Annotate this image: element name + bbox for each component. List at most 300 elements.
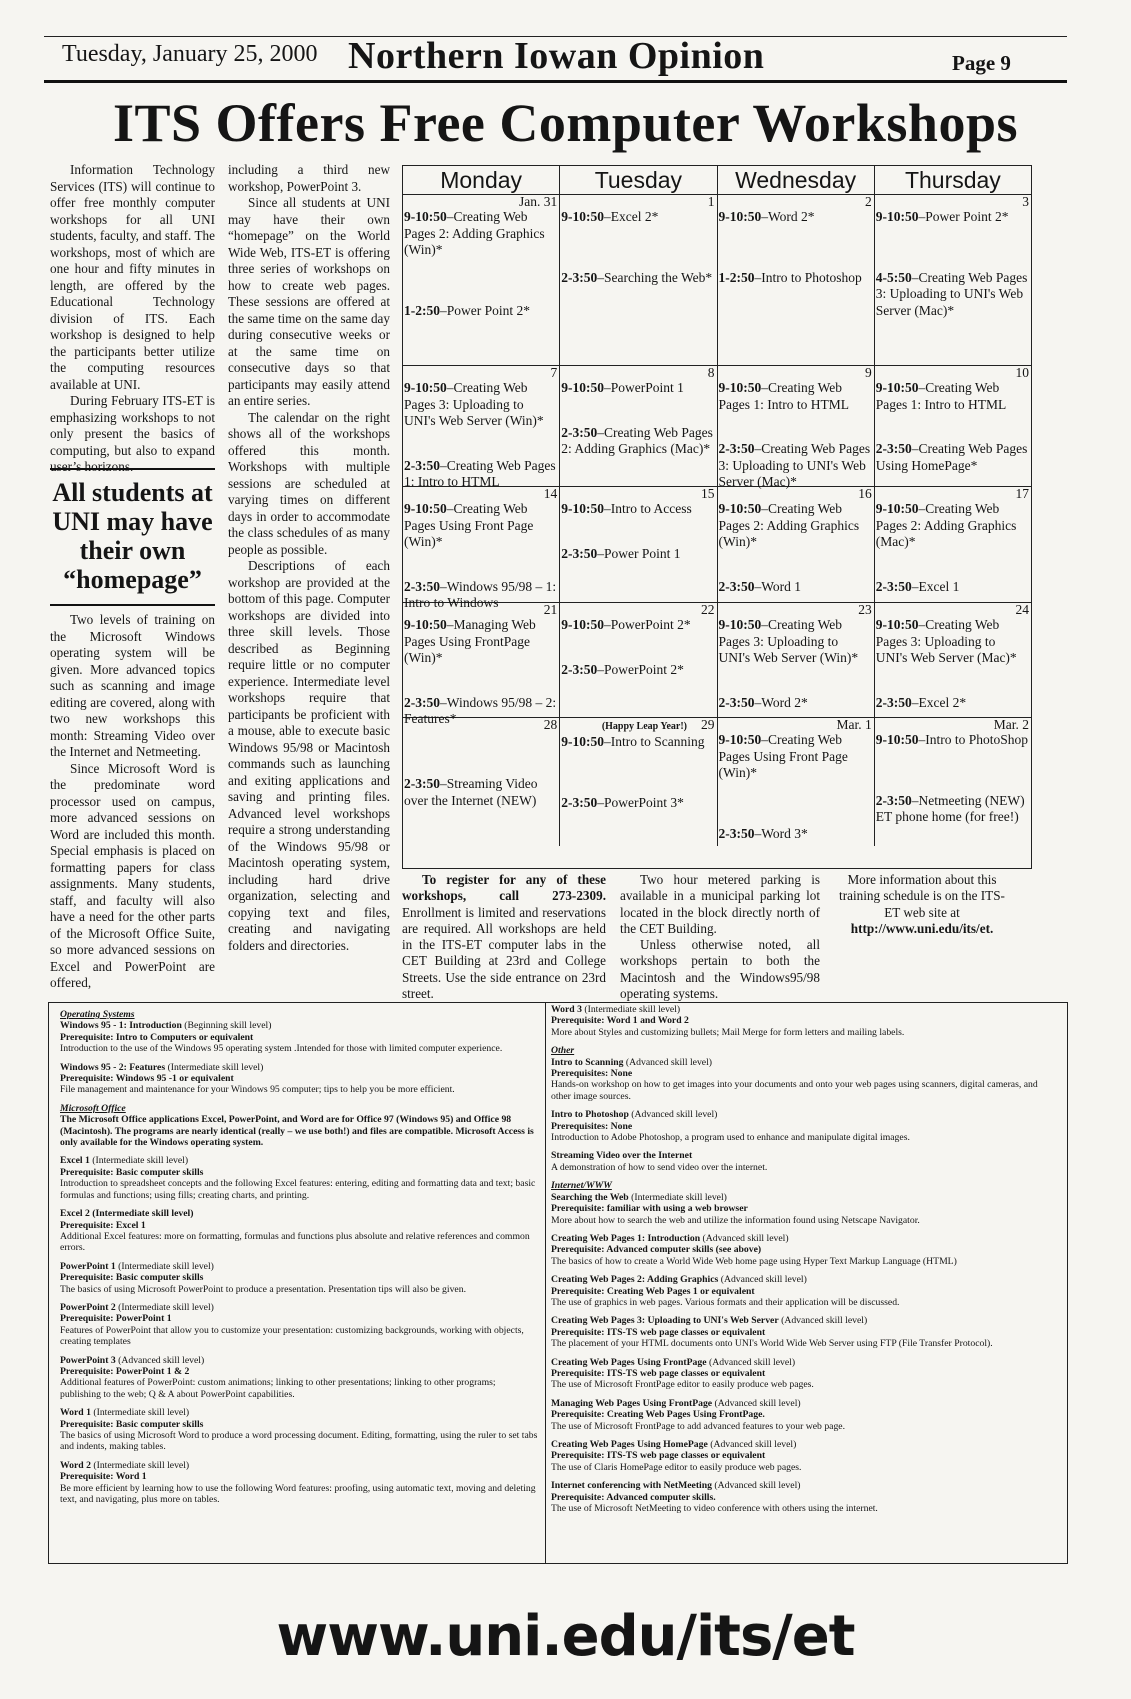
- workshop-description: [551, 1357, 1057, 1391]
- event-title: –Creating Web Pages Using Front Page (Win)*: [718, 732, 848, 780]
- workshop-title: Searching the Web: [551, 1191, 629, 1203]
- day-number: [876, 195, 1030, 209]
- workshop-summary: File management and maintenance for your Windows 95 computer; tips to help you be more efficient.: [60, 1084, 455, 1096]
- prerequisite: Prerequisite: PowerPoint 1 & 2: [60, 1365, 190, 1377]
- day-number: [561, 366, 715, 380]
- skill-level: (Advanced skill level): [631, 1109, 718, 1121]
- event-time: 2-3:50: [875, 578, 912, 594]
- workshop-title-line: [60, 1155, 538, 1166]
- workshop-title-line: [551, 1439, 1057, 1450]
- skill-level: (Beginning skill level): [184, 1020, 272, 1032]
- day-date: Mar. 1: [836, 717, 872, 732]
- prerequisite: Prerequisite: Basic computer skills: [60, 1418, 204, 1430]
- workshop-title: Creating Web Pages Using HomePage: [551, 1439, 708, 1450]
- workshop-summary: The basics of using Microsoft PowerPoint to produce a presentation. Presentation tips will also be given.: [60, 1283, 466, 1295]
- day-date: 28: [543, 717, 558, 732]
- workshop-event: [561, 209, 715, 226]
- calendar-day-cell: [403, 195, 560, 365]
- event-title: –Creating Web Pages 2: Adding Graphics (Mac)*: [561, 424, 713, 456]
- event-title: –Creating Web Pages 1: Intro to HTML: [875, 380, 1007, 412]
- workshop-summary: The use of Claris HomePage editor to easily produce web pages.: [551, 1461, 802, 1473]
- article-paragraph: During February ITS-ET is emphasizing workshops to not only present the basics of computing, but also to expand user’s horizons.: [50, 393, 215, 474]
- prerequisite: Prerequisites: None: [551, 1068, 633, 1080]
- workshop-title-line: [551, 1398, 1057, 1409]
- event-time: 2-3:50: [875, 441, 912, 456]
- day-number: [404, 366, 558, 380]
- event-title: –PowerPoint 3*: [597, 794, 684, 810]
- workshop-event: [561, 795, 715, 812]
- workshop-event: [561, 734, 715, 751]
- workshop-event: [876, 209, 1030, 226]
- event-time: 2-3:50: [718, 694, 755, 710]
- prerequisite: Prerequisite: Basic computer skills: [60, 1272, 204, 1284]
- skill-level: (Advanced skill level): [710, 1439, 797, 1450]
- registration-note: [402, 872, 606, 1002]
- more-info-link[interactable]: http://www.uni.edu/its/et.: [850, 920, 994, 936]
- prerequisite: Prerequisite: Creating Web Pages 1 or equivalent: [551, 1285, 755, 1297]
- day-date: 21: [543, 602, 558, 617]
- day-header: Tuesday: [560, 166, 717, 194]
- skill-level: (Intermediate skill level): [92, 1155, 189, 1167]
- calendar-day-cell: [560, 603, 717, 717]
- workshop-summary: The placement of your HTML documents onto UNI's World Wide Web Server using FTP (File Transfer Protocol).: [551, 1338, 993, 1350]
- event-title: –Power Point 2*: [918, 209, 1009, 224]
- day-number: [719, 718, 873, 732]
- day-number: [719, 366, 873, 380]
- workshop-summary: Introduction to Adobe Photoshop, a program used to enhance and manipulate digital images.: [551, 1132, 910, 1144]
- event-title: –Creating Web Pages 3: Uploading to UNI's Web Server (Win)*: [718, 617, 859, 665]
- workshop-title: Creating Web Pages 3: Uploading to UNI's Web Server: [551, 1315, 779, 1327]
- calendar-body: [403, 195, 1031, 846]
- calendar-day-cell: [718, 718, 875, 846]
- descriptions-right-column: [551, 1004, 1057, 1521]
- skill-level: (Intermediate skill level): [631, 1191, 727, 1203]
- workshop-event: [719, 501, 873, 551]
- event-time: 9-10:50: [561, 501, 604, 516]
- workshop-calendar: [402, 165, 1032, 869]
- day-header: Monday: [403, 166, 560, 194]
- workshop-summary: The use of graphics in web pages. Various formats and their application will be discussed.: [551, 1296, 900, 1308]
- event-title: –Word 1: [754, 578, 802, 594]
- event-title: –Creating Web Pages 2: Adding Graphics (Win)*: [404, 209, 545, 257]
- workshop-title: Creating Web Pages 2: Adding Graphics: [551, 1274, 719, 1286]
- event-title: –Intro to PhotoShop: [918, 732, 1029, 747]
- calendar-day-cell: [875, 603, 1031, 717]
- workshop-description: [551, 1192, 1057, 1226]
- workshop-event: [561, 380, 715, 397]
- article-column-2: [228, 162, 390, 954]
- calendar-day-cell: [718, 603, 875, 717]
- workshop-title-line: [60, 1208, 538, 1219]
- day-date: 8: [707, 365, 715, 380]
- calendar-day-cell: [875, 366, 1031, 486]
- skill-level: (Advanced skill level): [708, 1356, 796, 1368]
- skill-level: (Intermediate skill level): [93, 1459, 190, 1471]
- skill-level: (Advanced skill level): [702, 1232, 789, 1244]
- workshop-event: [404, 617, 558, 667]
- event-time: 9-10:50: [875, 380, 919, 395]
- calendar-day-cell: [718, 365, 875, 489]
- skill-level: (Intermediate skill level): [167, 1061, 264, 1073]
- workshop-event: [404, 209, 558, 259]
- calendar-day-cell: [718, 195, 875, 365]
- skill-level: (Intermediate skill level): [118, 1260, 214, 1272]
- workshop-description: [551, 1150, 1057, 1173]
- workshop-title-line: [60, 1020, 538, 1031]
- article-paragraph: including a third new workshop, PowerPoint 3.: [228, 162, 390, 194]
- event-title: –Creating Web Pages Using HomePage*: [875, 441, 1028, 473]
- workshop-event: [719, 695, 873, 712]
- calendar-day-cell: [875, 718, 1031, 846]
- workshop-description: [60, 1020, 538, 1054]
- more-info-note: [832, 872, 1012, 937]
- event-time: 2-3:50: [875, 694, 912, 710]
- workshop-event: [719, 826, 873, 843]
- pull-quote: All students at UNI may have their own “homepage”: [50, 468, 215, 606]
- descriptions-divider: [545, 1002, 546, 1564]
- event-title: –Windows 95/98 – 2: Features*: [404, 694, 557, 726]
- event-time: 9-10:50: [718, 617, 762, 632]
- workshop-description: [60, 1208, 538, 1254]
- issue-date: Tuesday, January 25, 2000: [62, 41, 318, 67]
- workshop-summary: The use of Microsoft FrontPage editor to easily produce web pages.: [551, 1379, 814, 1391]
- prerequisite: Prerequisite: Intro to Computers or equivalent: [60, 1031, 254, 1043]
- article-paragraph: Since Microsoft Word is the predominate word processor used on campus, more advanced sessions on Word are included this month. Special emphasis is placed on formatting papers for class assignments. Many students, staff, and faculty will also have a need for the other parts of the Microsoft Office Suite, so more advanced sessions on Excel and PowerPoint are offered,: [50, 760, 215, 990]
- event-title: –Word 2*: [761, 209, 815, 224]
- day-date: Mar. 2: [993, 717, 1029, 732]
- day-number: [404, 195, 558, 209]
- day-number: [719, 603, 873, 617]
- day-number: [561, 718, 715, 734]
- event-time: 9-10:50: [404, 380, 447, 395]
- event-title: –Power Point 2*: [440, 302, 531, 318]
- workshop-description: [60, 1062, 538, 1096]
- workshop-event: [876, 380, 1030, 413]
- workshop-title: Intro to Photoshop: [551, 1109, 629, 1121]
- prerequisite: Prerequisite: ITS-TS web page classes or equivalent: [551, 1326, 766, 1338]
- prerequisite: Prerequisite: familiar with using a web browser: [551, 1203, 748, 1215]
- calendar-week-row: [403, 195, 1031, 366]
- workshop-summary: Introduction to the use of the Windows 95 operating system .Intended for those with limited computer experience.: [60, 1043, 503, 1055]
- workshop-title: Word 2: [60, 1459, 91, 1471]
- event-title: –PowerPoint 2*: [604, 617, 691, 632]
- event-time: 9-10:50: [561, 209, 604, 224]
- workshop-description: [551, 1480, 1057, 1514]
- workshop-event: [719, 579, 873, 596]
- skill-level: (Advanced skill level): [625, 1056, 713, 1068]
- day-number: [876, 487, 1030, 501]
- masthead-bottom-rule: [44, 80, 1067, 83]
- description-section-heading: Microsoft Office: [60, 1102, 126, 1114]
- workshop-event: [404, 303, 558, 320]
- workshop-summary: The basics of using Microsoft Word to produce a word processing document. Editing, formatting, using the ruler to set tabs and indents, making tables.: [60, 1430, 538, 1453]
- event-time: 2-3:50: [404, 457, 440, 473]
- workshop-title-line: [551, 1057, 1057, 1068]
- skill-level: (Advanced skill level): [720, 1274, 807, 1286]
- workshop-title-line: [60, 1062, 538, 1073]
- skill-level: (Advanced skill level): [714, 1397, 801, 1409]
- workshop-description: [60, 1302, 538, 1348]
- workshop-summary: The basics of how to create a World Wide Web home page using Hyper Text Markup Language (HTML): [551, 1255, 957, 1267]
- skill-level: (Intermediate skill level): [93, 1407, 190, 1419]
- workshop-event: [719, 441, 873, 491]
- event-time: 9-10:50: [561, 617, 604, 632]
- workshop-event: [719, 617, 873, 667]
- day-number: [719, 195, 873, 209]
- event-time: 4-5:50: [875, 269, 912, 285]
- article-paragraph: Information Technology Services (ITS) will continue to offer free monthly computer workshops for all UNI students, faculty, and staff. The workshops, most of which are one hour and fifty minutes in length, are offered by the Educational Technology division of ITS. Each workshop is designed to help the participants better utilize the computing resources available at UNI.: [50, 162, 215, 392]
- workshop-title-line: [551, 1109, 1057, 1120]
- descriptions-left-column: [60, 1006, 538, 1512]
- event-title: –Creating Web Pages 2: Adding Graphics (Mac)*: [875, 501, 1017, 549]
- description-section-heading: Other: [551, 1045, 575, 1057]
- workshop-summary: A demonstration of how to send video over the internet.: [551, 1161, 768, 1173]
- day-number: [719, 487, 873, 501]
- workshop-title-line: [60, 1261, 538, 1272]
- workshop-title-line: [60, 1460, 538, 1471]
- newspaper-name: Northern Iowan Opinion: [348, 35, 765, 77]
- event-title: –Windows 95/98 – 1: Intro to Windows: [404, 578, 557, 610]
- event-title: –Excel 2*: [911, 694, 967, 710]
- workshop-description: [551, 1274, 1057, 1308]
- calendar-day-cell: [403, 365, 560, 489]
- workshop-summary: Hands-on workshop on how to get images into your documents and onto your web pages using scanners, digital cameras, and other image sources.: [551, 1079, 1038, 1102]
- event-time: 2-3:50: [718, 441, 755, 456]
- day-number: [876, 718, 1030, 732]
- event-title: –Creating Web Pages 3: Uploading to UNI's Web Server (Mac)*: [718, 441, 871, 489]
- prerequisite: Prerequisite: Windows 95 -1 or equivalent: [60, 1073, 234, 1085]
- headline: ITS Offers Free Computer Workshops: [112, 93, 1019, 153]
- workshop-summary: Additional Excel features: more on formatting, formulas and functions plus absolute and relative references and common errors.: [60, 1230, 530, 1254]
- workshop-summary: The use of Microsoft FrontPage to add advanced features to your web page.: [551, 1420, 846, 1432]
- workshop-description: [60, 1355, 538, 1401]
- workshop-event: [404, 380, 558, 430]
- calendar-day-cell: [560, 718, 717, 846]
- event-time: 9-10:50: [404, 209, 447, 224]
- event-time: 1-2:50: [718, 269, 755, 285]
- workshop-event: [561, 546, 715, 563]
- day-date: 24: [1015, 602, 1029, 617]
- workshop-description: [551, 1004, 1057, 1038]
- event-time: 2-3:50: [404, 776, 440, 791]
- workshop-title-line: [551, 1004, 1057, 1015]
- event-time: 9-10:50: [875, 732, 919, 747]
- article-paragraph: The calendar on the right shows all of the workshops offered this month. Workshops with multiple sessions are scheduled at varying times on different days in order to accommodate the class schedules of as many people as possible.: [228, 409, 390, 557]
- workshop-event: [876, 793, 1030, 826]
- event-time: 2-3:50: [561, 794, 598, 810]
- prerequisite: Prerequisite: Word 1: [60, 1471, 147, 1483]
- workshop-summary: Features of PowerPoint that allow you to customize your presentation: customizing backgrounds, working with objects, creating templates: [60, 1324, 524, 1348]
- calendar-week-row: [403, 718, 1031, 846]
- prerequisite: Prerequisite: ITS-TS web page classes or equivalent: [551, 1367, 766, 1379]
- workshop-title-line: [60, 1407, 538, 1418]
- workshop-summary: Introduction to spreadsheet concepts and the following Excel features: entering, editing and formatting data and text; basic formulas and functions; using fills; creating charts, and printing.: [60, 1178, 536, 1201]
- skill-level: (Advanced skill level): [118, 1354, 205, 1366]
- workshop-description: [551, 1398, 1057, 1432]
- workshop-title-line: [551, 1357, 1057, 1368]
- event-time: 2-3:50: [404, 694, 440, 710]
- workshop-title-line: [551, 1150, 1057, 1161]
- day-date: 14: [543, 486, 558, 501]
- workshop-title: Streaming Video over the Internet: [551, 1150, 693, 1162]
- event-title: –Creating Web Pages Using Front Page (Win)*: [404, 501, 534, 549]
- workshop-title: Windows 95 - 1: Introduction: [60, 1020, 182, 1032]
- workshop-event: [876, 501, 1030, 551]
- office-note: The Microsoft Office applications Excel, PowerPoint, and Word are for Office 97 (Windows 95) and Office 98 (Macintosh). The programs are nearly identical (really – we use both!) and files are compatible. Microsoft Access is only available for the Windows operating system.: [60, 1114, 534, 1149]
- day-date: 2: [865, 194, 872, 209]
- day-number: [404, 603, 558, 617]
- skill-level: (Advanced skill level): [714, 1480, 801, 1492]
- event-title: –Excel 2*: [604, 209, 659, 224]
- event-title: –Intro to Photoshop: [754, 269, 862, 285]
- day-date: 29: [701, 717, 715, 732]
- workshop-event: [719, 209, 873, 226]
- day-date: 16: [858, 486, 872, 501]
- workshop-title-line: [551, 1274, 1057, 1285]
- article-paragraph: Two levels of training on the Microsoft Windows operating system will be given. More advanced topics such as scanning and image editing are covered, along with two new workshops this month: Streaming Video over the Internet and Netmeeting.: [50, 612, 215, 759]
- workshop-summary: More about how to search the web and utilize the information found using Netscape Navigator.: [551, 1214, 920, 1226]
- day-note: (Happy Leap Year!): [601, 721, 687, 732]
- workshop-event: [876, 270, 1030, 320]
- event-time: 2-3:50: [561, 545, 598, 561]
- skill-level: (Intermediate skill level): [118, 1301, 214, 1313]
- event-title: –Netmeeting (NEW) ET phone home (for free!): [875, 792, 1025, 824]
- prerequisite: Prerequisites: None: [551, 1120, 633, 1132]
- workshop-title-line: [60, 1302, 538, 1313]
- event-title: –Creating Web Pages 3: Uploading to UNI's Web Server (Win)*: [404, 380, 544, 428]
- day-date: 17: [1015, 486, 1029, 501]
- parking-note: [620, 872, 820, 1002]
- workshop-event: [719, 732, 873, 782]
- workshop-title-line: [551, 1315, 1057, 1326]
- workshop-summary: Be more efficient by learning how to use the following Word features: proofing, using automatic text, moving and deleting text, and navigating, plus more on tables.: [60, 1482, 536, 1506]
- workshop-event: [561, 425, 715, 458]
- day-date: 3: [1022, 194, 1029, 209]
- event-time: 2-3:50: [404, 578, 440, 594]
- workshop-summary: Additional features of PowerPoint: custom animations; linking to other presentations; linking to other programs; publishing to the web; Q & A about PowerPoint capabilities.: [60, 1377, 496, 1400]
- parking-paragraph: Two hour metered parking is available in a municipal parking lot located in the block directly north of the CET Building.: [620, 872, 820, 936]
- workshop-description: [60, 1114, 538, 1148]
- workshop-title: PowerPoint 2: [60, 1301, 116, 1313]
- workshop-title: Excel 2 (Intermediate skill level): [60, 1208, 194, 1220]
- event-time: 9-10:50: [718, 209, 762, 224]
- workshop-title: Intro to Scanning: [551, 1056, 624, 1068]
- workshop-title: Managing Web Pages Using FrontPage: [551, 1397, 713, 1409]
- workshop-description: [551, 1057, 1057, 1103]
- description-section-heading: Operating Systems: [60, 1009, 135, 1020]
- workshop-event: [876, 617, 1030, 667]
- event-time: 9-10:50: [875, 617, 919, 632]
- workshop-summary: More about Styles and customizing bullets; Mail Merge for form letters and mailing labels.: [551, 1026, 905, 1038]
- event-time: 2-3:50: [718, 825, 755, 841]
- workshop-title-line: [551, 1233, 1057, 1244]
- registration-lead: To register for any of these workshops, call 273-2309.: [402, 872, 606, 904]
- event-title: –Creating Web Pages 2: Adding Graphics (Win)*: [718, 501, 860, 549]
- workshop-event: [876, 732, 1030, 749]
- article-paragraph: Since all students at UNI may have their own “homepage” on the World Wide Web, ITS-ET is offering three series of workshops on how to create web pages. These sessions are offered at the same time on the same day during consecutive weeks or at the same time on consecutive days so that participants may easily attend an entire series.: [228, 195, 390, 408]
- workshop-description: [60, 1460, 538, 1506]
- event-title: –Creating Web Pages 1: Intro to HTML: [404, 457, 556, 489]
- workshop-event: [561, 501, 715, 518]
- workshop-event: [561, 617, 715, 634]
- event-time: 9-10:50: [718, 501, 762, 516]
- event-time: 9-10:50: [718, 380, 762, 395]
- prerequisite: Prerequisite: Advanced computer skills (see above): [551, 1244, 762, 1256]
- workshop-description: [60, 1155, 538, 1201]
- workshop-description: [551, 1233, 1057, 1267]
- event-title: –Word 3*: [754, 825, 808, 841]
- workshop-description: [551, 1315, 1057, 1349]
- workshop-event: [561, 270, 715, 287]
- event-title: –PowerPoint 2*: [597, 661, 684, 677]
- day-date: 10: [1015, 365, 1029, 380]
- day-date: 22: [701, 602, 715, 617]
- calendar-day-cell: [718, 487, 875, 602]
- article-column-1: [50, 162, 215, 476]
- event-time: 9-10:50: [404, 501, 447, 516]
- event-time: 2-3:50: [561, 269, 598, 285]
- event-title: –Searching the Web*: [597, 269, 713, 285]
- event-title: –Intro to Access: [604, 501, 692, 516]
- workshop-title: Word 3: [551, 1004, 582, 1015]
- prerequisite: Prerequisite: ITS-TS web page classes or equivalent: [551, 1450, 766, 1462]
- calendar-header: [403, 166, 1031, 195]
- calendar-day-cell: [560, 195, 717, 365]
- day-number: [876, 366, 1030, 380]
- article-column-1-continued: [50, 612, 215, 992]
- prerequisite: Prerequisite: Basic computer skills: [60, 1166, 204, 1178]
- workshop-title: Windows 95 - 2: Features: [60, 1061, 166, 1073]
- footer-url[interactable]: www.uni.edu/its/et: [276, 1604, 855, 1669]
- workshop-title-line: [551, 1480, 1057, 1491]
- workshop-event: [876, 695, 1030, 712]
- event-time: 2-3:50: [718, 578, 755, 594]
- workshop-event: [719, 380, 873, 413]
- event-time: 9-10:50: [875, 501, 919, 516]
- day-number: [561, 195, 715, 209]
- day-date: Jan. 31: [519, 194, 558, 209]
- description-section-heading: Internet/WWW: [551, 1180, 612, 1192]
- workshop-event: [719, 270, 873, 287]
- event-title: –Creating Web Pages 3: Uploading to UNI's Web Server (Mac)*: [875, 617, 1017, 665]
- workshop-title: Creating Web Pages Using FrontPage: [551, 1356, 707, 1368]
- event-time: 9-10:50: [875, 209, 919, 224]
- workshop-title: Excel 1: [60, 1155, 90, 1167]
- day-number: [561, 487, 715, 501]
- event-time: 9-10:50: [718, 732, 762, 747]
- day-date: 7: [550, 365, 558, 380]
- registration-details: Enrollment is limited and reservations are required. All workshops are held in the ITS-ET computer labs in the CET Building at 23rd and College Streets. Use the side entrance on 23rd street.: [402, 904, 606, 1002]
- skill-level: (Intermediate skill level): [584, 1004, 681, 1015]
- calendar-day-cell: [875, 195, 1031, 365]
- event-title: –Intro to Scanning: [604, 734, 705, 749]
- event-time: 2-3:50: [561, 661, 598, 677]
- event-title: –Excel 1: [911, 578, 960, 594]
- event-title: –PowerPoint 1: [604, 380, 684, 395]
- workshop-event: [561, 662, 715, 679]
- calendar-day-cell: [875, 487, 1031, 602]
- event-title: –Power Point 1: [597, 545, 681, 561]
- workshop-title: Creating Web Pages 1: Introduction: [551, 1232, 701, 1244]
- workshop-event: [404, 458, 558, 491]
- workshop-description: [551, 1439, 1057, 1473]
- workshop-description: [60, 1407, 538, 1453]
- calendar-week-row: [403, 366, 1031, 487]
- page-number: Page 9: [952, 51, 1011, 75]
- workshop-event: [876, 441, 1030, 474]
- os-paragraph: Unless otherwise noted, all workshops pertain to both the Macintosh and the Windows95/98 operating systems.: [620, 937, 820, 1002]
- workshop-event: [876, 579, 1030, 596]
